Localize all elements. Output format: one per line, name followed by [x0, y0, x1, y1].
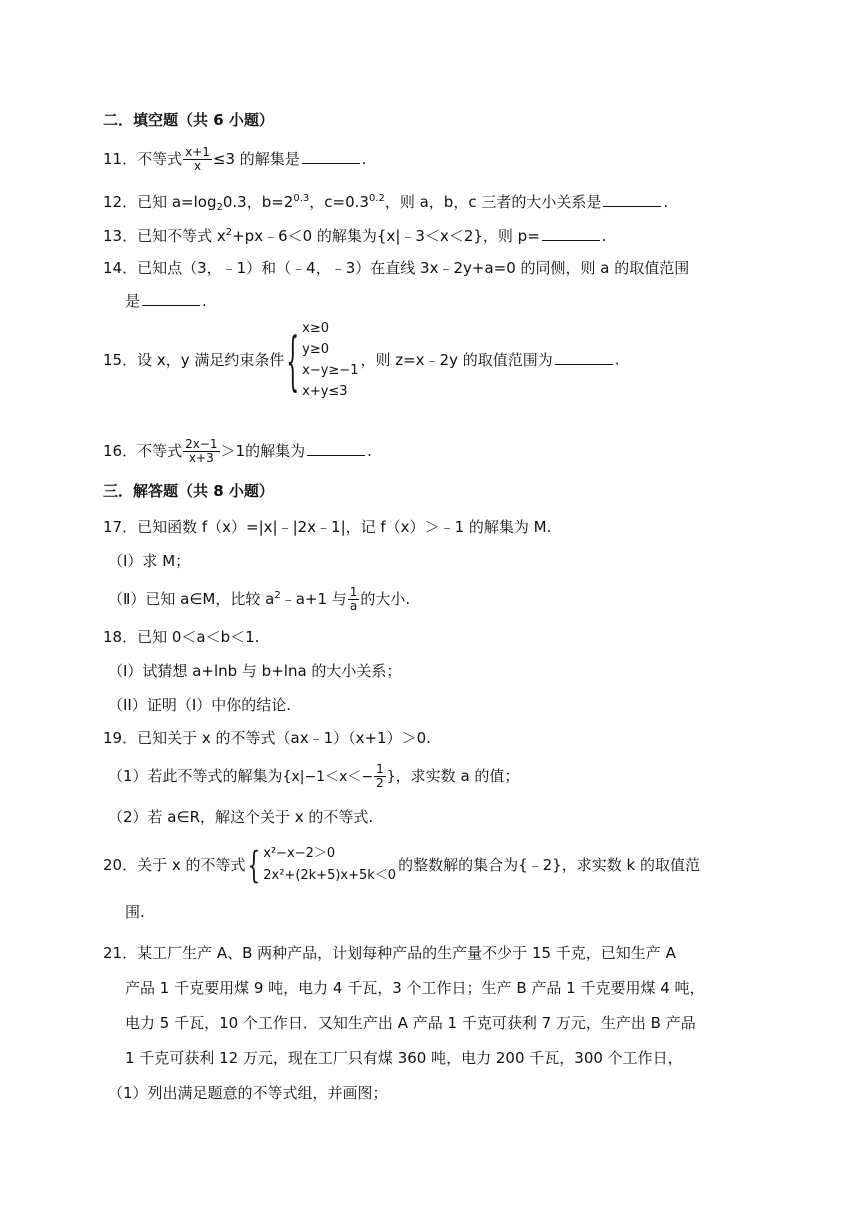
section-title-fill-in: 二．填空题（共 6 小题） [103, 111, 274, 129]
question-17-part-2: （Ⅱ）已知 a∈M，比较 $a^2﹣a+1$ 与 $\frac{1}{a}$ 的大小. [108, 585, 411, 613]
answer-blank[interactable] [142, 291, 200, 306]
question-15: 15．设 x，y 满足约束条件 { x≥0 y≥0 x−y≥−1 x+y≤3 ，则 z=x﹣2y 的取值范围为 . [103, 318, 620, 402]
fraction: $\frac{1}{a}$ [349, 585, 358, 613]
question-21-line-1: 21．某工厂生产 A、B 两种产品，计划每种产品的生产量不少于 15 千克，已知生产 A [103, 944, 676, 962]
answer-blank[interactable] [307, 441, 365, 456]
answer-blank[interactable] [542, 226, 600, 241]
question-19-part-2: （2）若 a∈R，解这个关于 x 的不等式. [108, 808, 374, 826]
answer-blank[interactable] [302, 149, 360, 164]
inequality-system: { x²−x−2＞0 2x²+(2k+5)x+5k＜0 [247, 843, 397, 887]
question-17-line-1: 17．已知函数 f（x）=|x|﹣|2x﹣1|，记 f（x）＞﹣1 的解集为 M. [103, 518, 552, 536]
solution-set: {x|−1＜x＜− $\frac{1}{2}$ } [282, 762, 396, 790]
question-20-line-1: 20．关于 x 的不等式 { x²−x−2＞0 2x²+(2k+5)x+5k＜0 的整数解的集合为{﹣2}，求实数 k 的取值范 [103, 843, 700, 887]
brace-symbol: { [286, 321, 300, 399]
question-14-line-2: 是 . [125, 292, 207, 310]
question-14-line-1: 14．已知点（3，﹣1）和（﹣4，﹣3）在直线 3x﹣2y+a=0 的同侧，则 a 的取值范围 [103, 259, 690, 277]
fraction: $\frac{1}{2}$ [376, 762, 384, 790]
answer-blank[interactable] [555, 350, 613, 365]
question-11: 11．不等式 $\frac{x+1}{x}$ ≤3 的解集是 . [103, 145, 367, 173]
question-21-line-2: 产品 1 千克要用煤 9 吨，电力 4 千瓦，3 个工作日；生产 B 产品 1 千克要用煤 4 吨， [125, 979, 705, 997]
question-18-part-1: （I）试猜想 a+lnb 与 b+lna 的大小关系； [108, 662, 402, 680]
question-13: 13．已知不等式 $x^2+px﹣6<0$ 的解集为{x|﹣3＜x＜2}，则 p= . [103, 227, 607, 245]
question-12: 12．已知 $a=\log_20.3$，$b=2^{0.3}$，$c=0.3^{0.2}$，则 a，b，c 三者的大小关系是 . [103, 193, 669, 213]
question-19-line-1: 19．已知关于 x 的不等式（ax﹣1）（x+1）＞0. [103, 729, 431, 747]
question-16: 16．不等式 $\frac{2x-1}{x+3}$ ＞1的解集为 . [103, 437, 372, 465]
fraction: $\frac{2x-1}{x+3}$ [185, 437, 218, 465]
question-18-line-1: 18．已知 0＜a＜b＜1. [103, 628, 260, 646]
question-21-part-1: （1）列出满足题意的不等式组，并画图； [108, 1084, 388, 1102]
question-20-line-2: 围. [125, 903, 145, 921]
question-17-part-1: （Ⅰ）求 M； [108, 552, 191, 570]
section-title-answer: 三．解答题（共 8 小题） [103, 482, 274, 500]
constraint-system: { x≥0 y≥0 x−y≥−1 x+y≤3 [286, 321, 359, 399]
question-21-line-3: 电力 5 千瓦，10 个工作日．又知生产出 A 产品 1 千克可获利 7 万元，生产出 B 产品 [125, 1014, 696, 1032]
answer-blank[interactable] [603, 192, 661, 207]
question-19-part-1: （1）若此不等式的解集为 {x|−1＜x＜− $\frac{1}{2}$ } ，求实数 a 的值； [108, 762, 520, 790]
question-18-part-2: （II）证明（I）中你的结论. [108, 696, 292, 714]
brace-symbol: { [247, 843, 261, 887]
question-21-line-4: 1 千克可获利 12 万元，现在工厂只有煤 360 吨，电力 200 千瓦，300 个工作日， [125, 1049, 683, 1067]
fraction: $\frac{x+1}{x}$ [185, 145, 210, 173]
